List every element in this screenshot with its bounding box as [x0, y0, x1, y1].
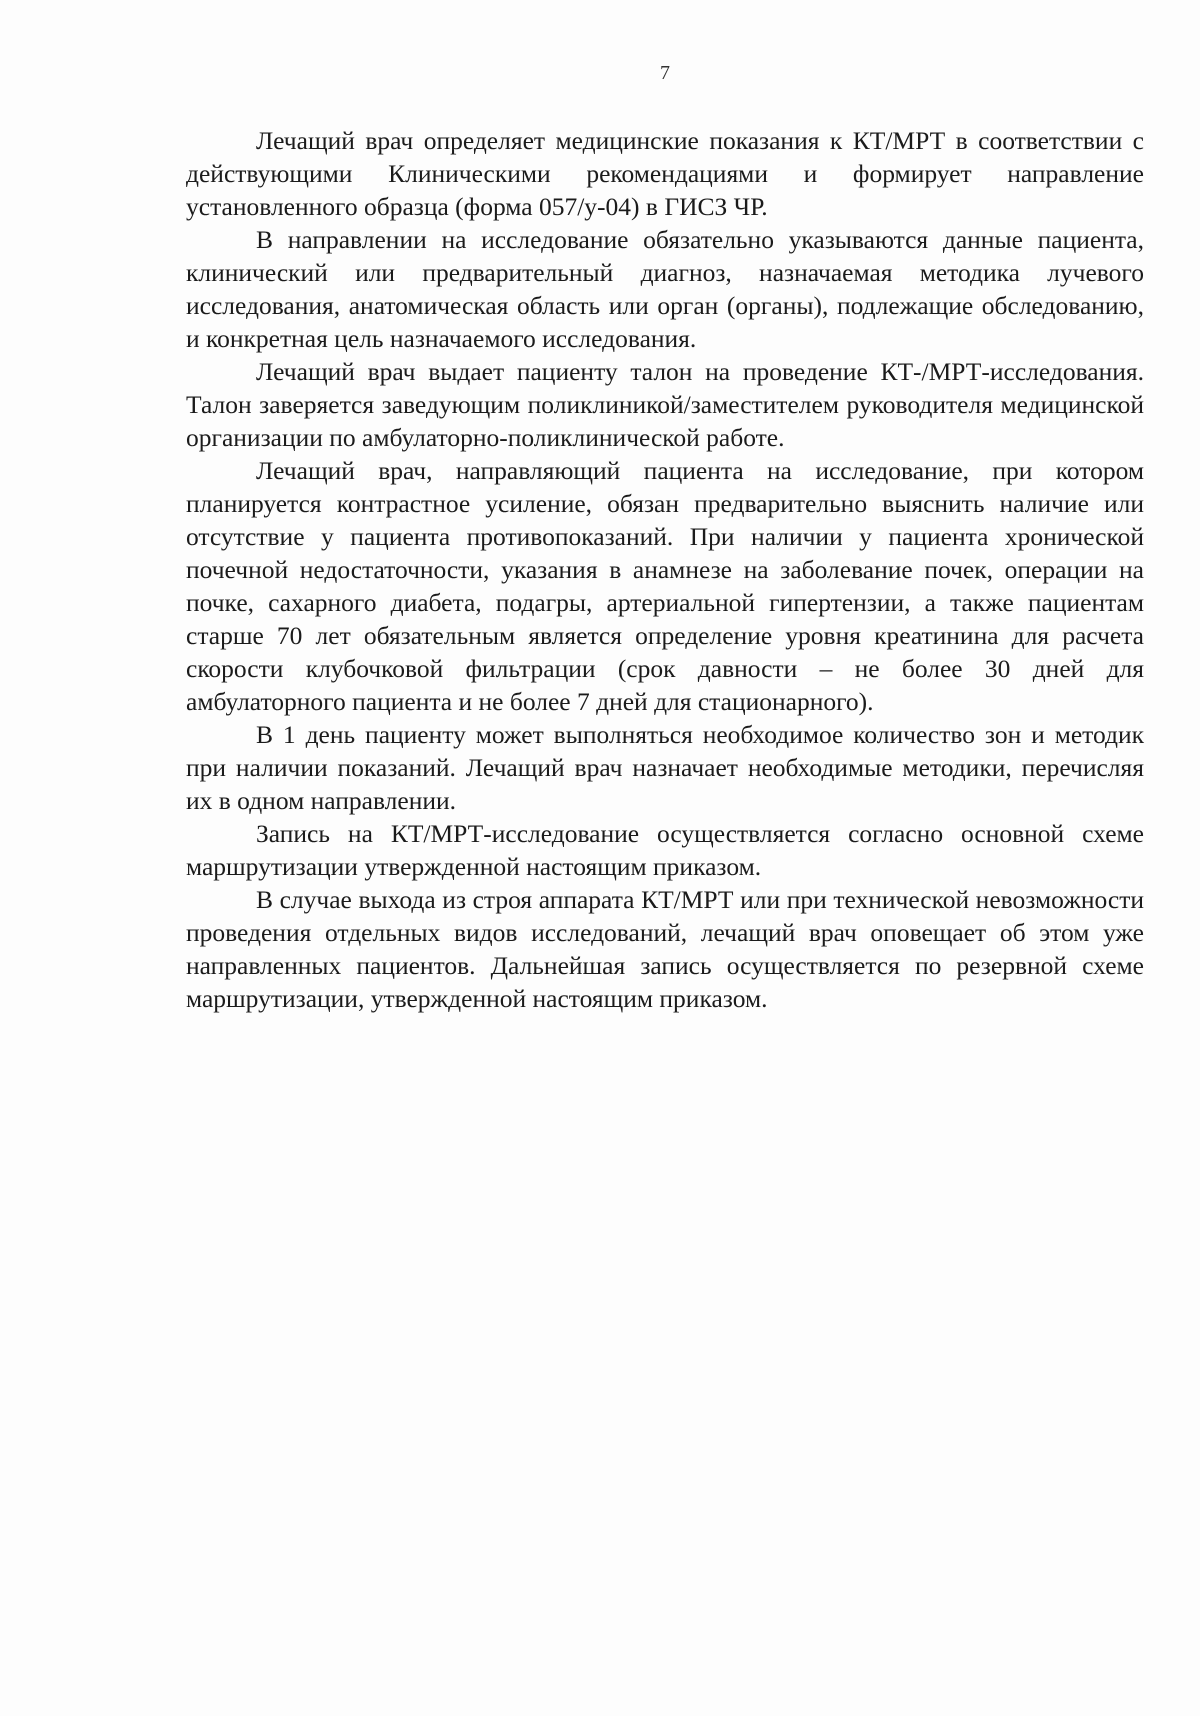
paragraph-contrast-contraindications: Лечащий врач, направляющий пациента на исследование, при котором планируется контрастное усиление, обязан предварительно выяснить наличие или отсутствие у пациента противопоказаний. При наличии у пациента хронической почечной недостаточности, указания в анамнезе на заболевание почек, операции на почке, сахарного диабета, подагры, артериальной гипертензии, а также пациентам старше 70 лет обязательным является определение уровня креатинина для расчета скорости клубочковой фильтрации (срок давности – не более 30 дней для амбулаторного пациента и не более 7 дней для стационарного). [186, 456, 1144, 716]
paragraph-appointment-routing: Запись на КТ/МРТ-исследование осуществляется согласно основной схеме маршрутизации утвержденной настоящим приказом. [186, 819, 1144, 881]
document-body [186, 124, 1144, 1015]
paragraph-coupon-issue: Лечащий врач выдает пациенту талон на проведение КТ-/МРТ-исследования. Талон заверяется заведующим поликлиникой/заместителем руководителя медицинской организации по амбулаторно-поликлинической работе. [186, 357, 1144, 452]
paragraph-attending-physician-indications: Лечащий врач определяет медицинские показания к КТ/МРТ в соответствии с действующими Клиническими рекомендациями и формирует направление установленного образца (форма 057/у-04) в ГИСЗ ЧР. [186, 126, 1144, 221]
page-number: 7 [660, 62, 670, 84]
paragraph-multiple-zones: В 1 день пациенту может выполняться необходимое количество зон и методик при наличии показаний. Лечащий врач назначает необходимые методики, перечисляя их в одном направлении. [186, 720, 1144, 815]
paragraph-referral-contents: В направлении на исследование обязательно указываются данные пациента, клинический или предварительный диагноз, назначаемая методика лучевого исследования, анатомическая область или орган (органы), подлежащие обследованию, и конкретная цель назначаемого исследования. [186, 225, 1144, 353]
paragraph-equipment-failure: В случае выхода из строя аппарата КТ/МРТ или при технической невозможности проведения отдельных видов исследований, лечащий врач оповещает об этом уже направленных пациентов. Дальнейшая запись осуществляется по резервной схеме маршрутизации, утвержденной настоящим приказом. [186, 885, 1144, 1013]
